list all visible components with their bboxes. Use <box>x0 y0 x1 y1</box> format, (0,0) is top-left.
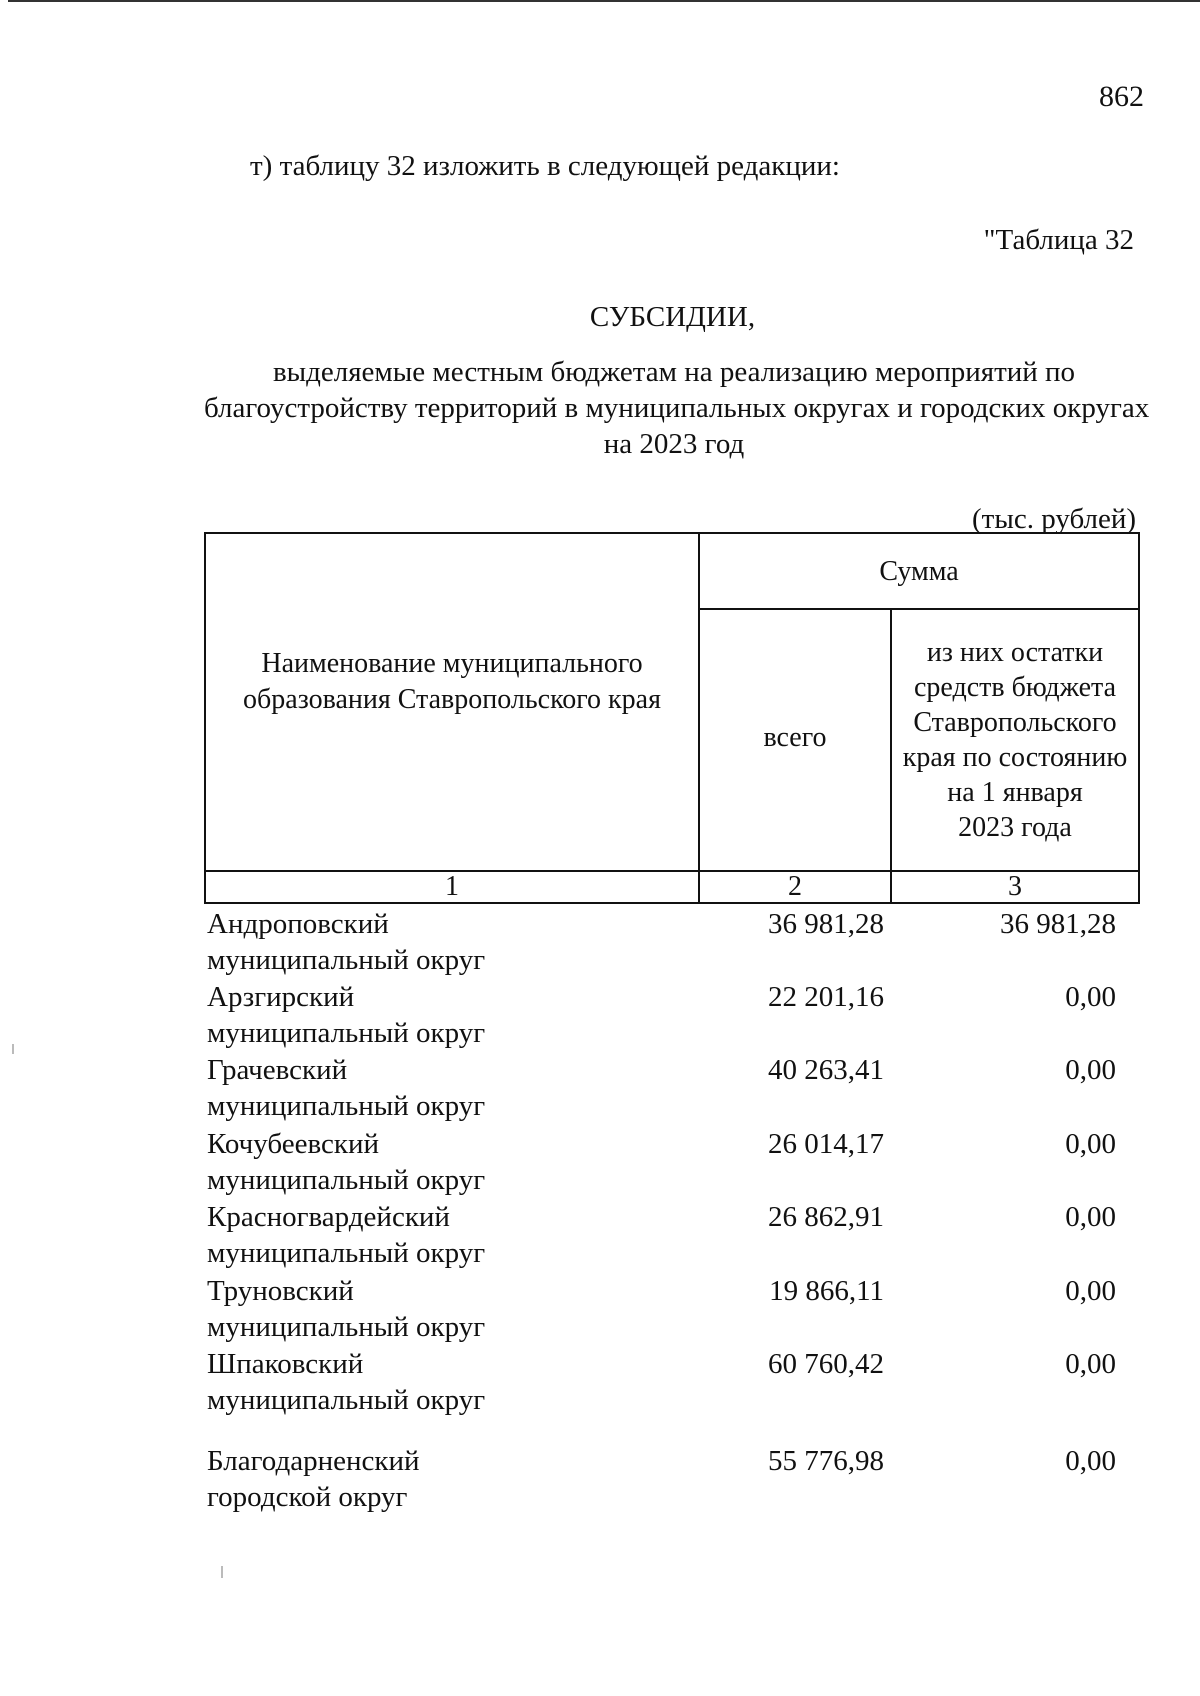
top-rule <box>8 0 1200 2</box>
remaining-amount: 0,00 <box>1065 1128 1116 1160</box>
district-name-line: муниципальный округ <box>207 1090 486 1122</box>
header-remaining-line: средств бюджета <box>914 672 1117 703</box>
remaining-amount: 36 981,28 <box>1000 908 1116 940</box>
district-name <box>207 979 485 1051</box>
remaining-amount: 0,00 <box>1065 1348 1116 1380</box>
subtitle <box>204 354 1150 462</box>
unit-note: (тыс. рублей) <box>972 503 1136 535</box>
district-name-line: Андроповский <box>207 908 389 940</box>
header-sum: Сумма <box>699 533 1139 609</box>
column-number: 3 <box>891 871 1139 903</box>
district-name-line: городской округ <box>207 1481 408 1513</box>
total-amount: 26 014,17 <box>768 1128 884 1160</box>
total-amount: 60 760,42 <box>768 1348 884 1380</box>
district-name-line: муниципальный округ <box>207 1164 486 1196</box>
header-total-column <box>699 609 891 871</box>
header-remaining-line: 2023 года <box>958 812 1072 843</box>
column-number: 2 <box>699 871 891 903</box>
district-name-line: Грачевский <box>207 1054 348 1086</box>
header-total-label: всего <box>763 721 827 753</box>
header-name-column <box>205 533 699 871</box>
district-name-line: Шпаковский <box>207 1348 364 1380</box>
table-header <box>204 532 1140 904</box>
district-name <box>207 1126 485 1198</box>
header-remaining-line: на 1 января <box>947 777 1083 808</box>
district-name <box>207 1443 420 1515</box>
district-name-line: Арзгирский <box>207 981 355 1013</box>
page-number: 862 <box>1099 80 1144 113</box>
remaining-amount: 0,00 <box>1065 1054 1116 1086</box>
remaining-amount: 0,00 <box>1065 1201 1116 1233</box>
district-name-line: Труновский <box>207 1275 354 1307</box>
table-row <box>0 906 1200 980</box>
total-amount: 40 263,41 <box>768 1054 884 1086</box>
district-name-line: муниципальный округ <box>207 944 486 976</box>
header-name-line: Наименование муниципального <box>261 648 643 679</box>
header-remaining-line: края по состоянию <box>902 742 1128 773</box>
district-name <box>207 1052 485 1124</box>
district-name <box>207 1273 485 1345</box>
table-row <box>0 1273 1200 1347</box>
table-row <box>0 1443 1200 1517</box>
district-name-line: муниципальный округ <box>207 1311 486 1343</box>
remaining-amount: 0,00 <box>1065 1445 1116 1477</box>
subtitle-line: на 2023 год <box>603 428 745 460</box>
district-name-line: муниципальный округ <box>207 1237 486 1269</box>
remaining-amount: 0,00 <box>1065 981 1116 1013</box>
total-amount: 36 981,28 <box>768 908 884 940</box>
subtitle-line: выделяемые местным бюджетам на реализацию мероприятий по <box>272 356 1076 388</box>
district-name-line: Благодарненский <box>207 1445 420 1477</box>
table-row <box>0 1052 1200 1126</box>
district-name-line: Кочубеевский <box>207 1128 379 1160</box>
document-title: СУБСИДИИ, <box>589 301 756 333</box>
scan-speck <box>221 1566 223 1578</box>
header-remaining-column <box>891 609 1139 871</box>
table-label: "Таблица 32 <box>983 224 1134 256</box>
total-amount: 22 201,16 <box>768 981 884 1013</box>
intro-line: т) таблицу 32 изложить в следующей редакции: <box>250 150 840 182</box>
header-remaining-line: из них остатки <box>926 637 1104 668</box>
district-name <box>207 1346 485 1418</box>
table-row <box>0 1199 1200 1273</box>
subtitle-line: благоустройству территорий в муниципальных округах и городских округах <box>204 392 1150 424</box>
header-remaining-line: Ставропольского <box>913 707 1117 738</box>
district-name-line: Красногвардейский <box>207 1201 450 1233</box>
total-amount: 19 866,11 <box>769 1275 884 1307</box>
total-amount: 55 776,98 <box>768 1445 884 1477</box>
column-number: 1 <box>205 871 699 903</box>
remaining-amount: 0,00 <box>1065 1275 1116 1307</box>
district-name <box>207 1199 485 1271</box>
total-amount: 26 862,91 <box>768 1201 884 1233</box>
table-row <box>0 1346 1200 1420</box>
district-name <box>207 906 485 978</box>
header-name-line: образования Ставропольского края <box>243 684 661 715</box>
district-name-line: муниципальный округ <box>207 1017 486 1049</box>
district-name-line: муниципальный округ <box>207 1384 486 1416</box>
table-row <box>0 1126 1200 1200</box>
table-row <box>0 979 1200 1053</box>
